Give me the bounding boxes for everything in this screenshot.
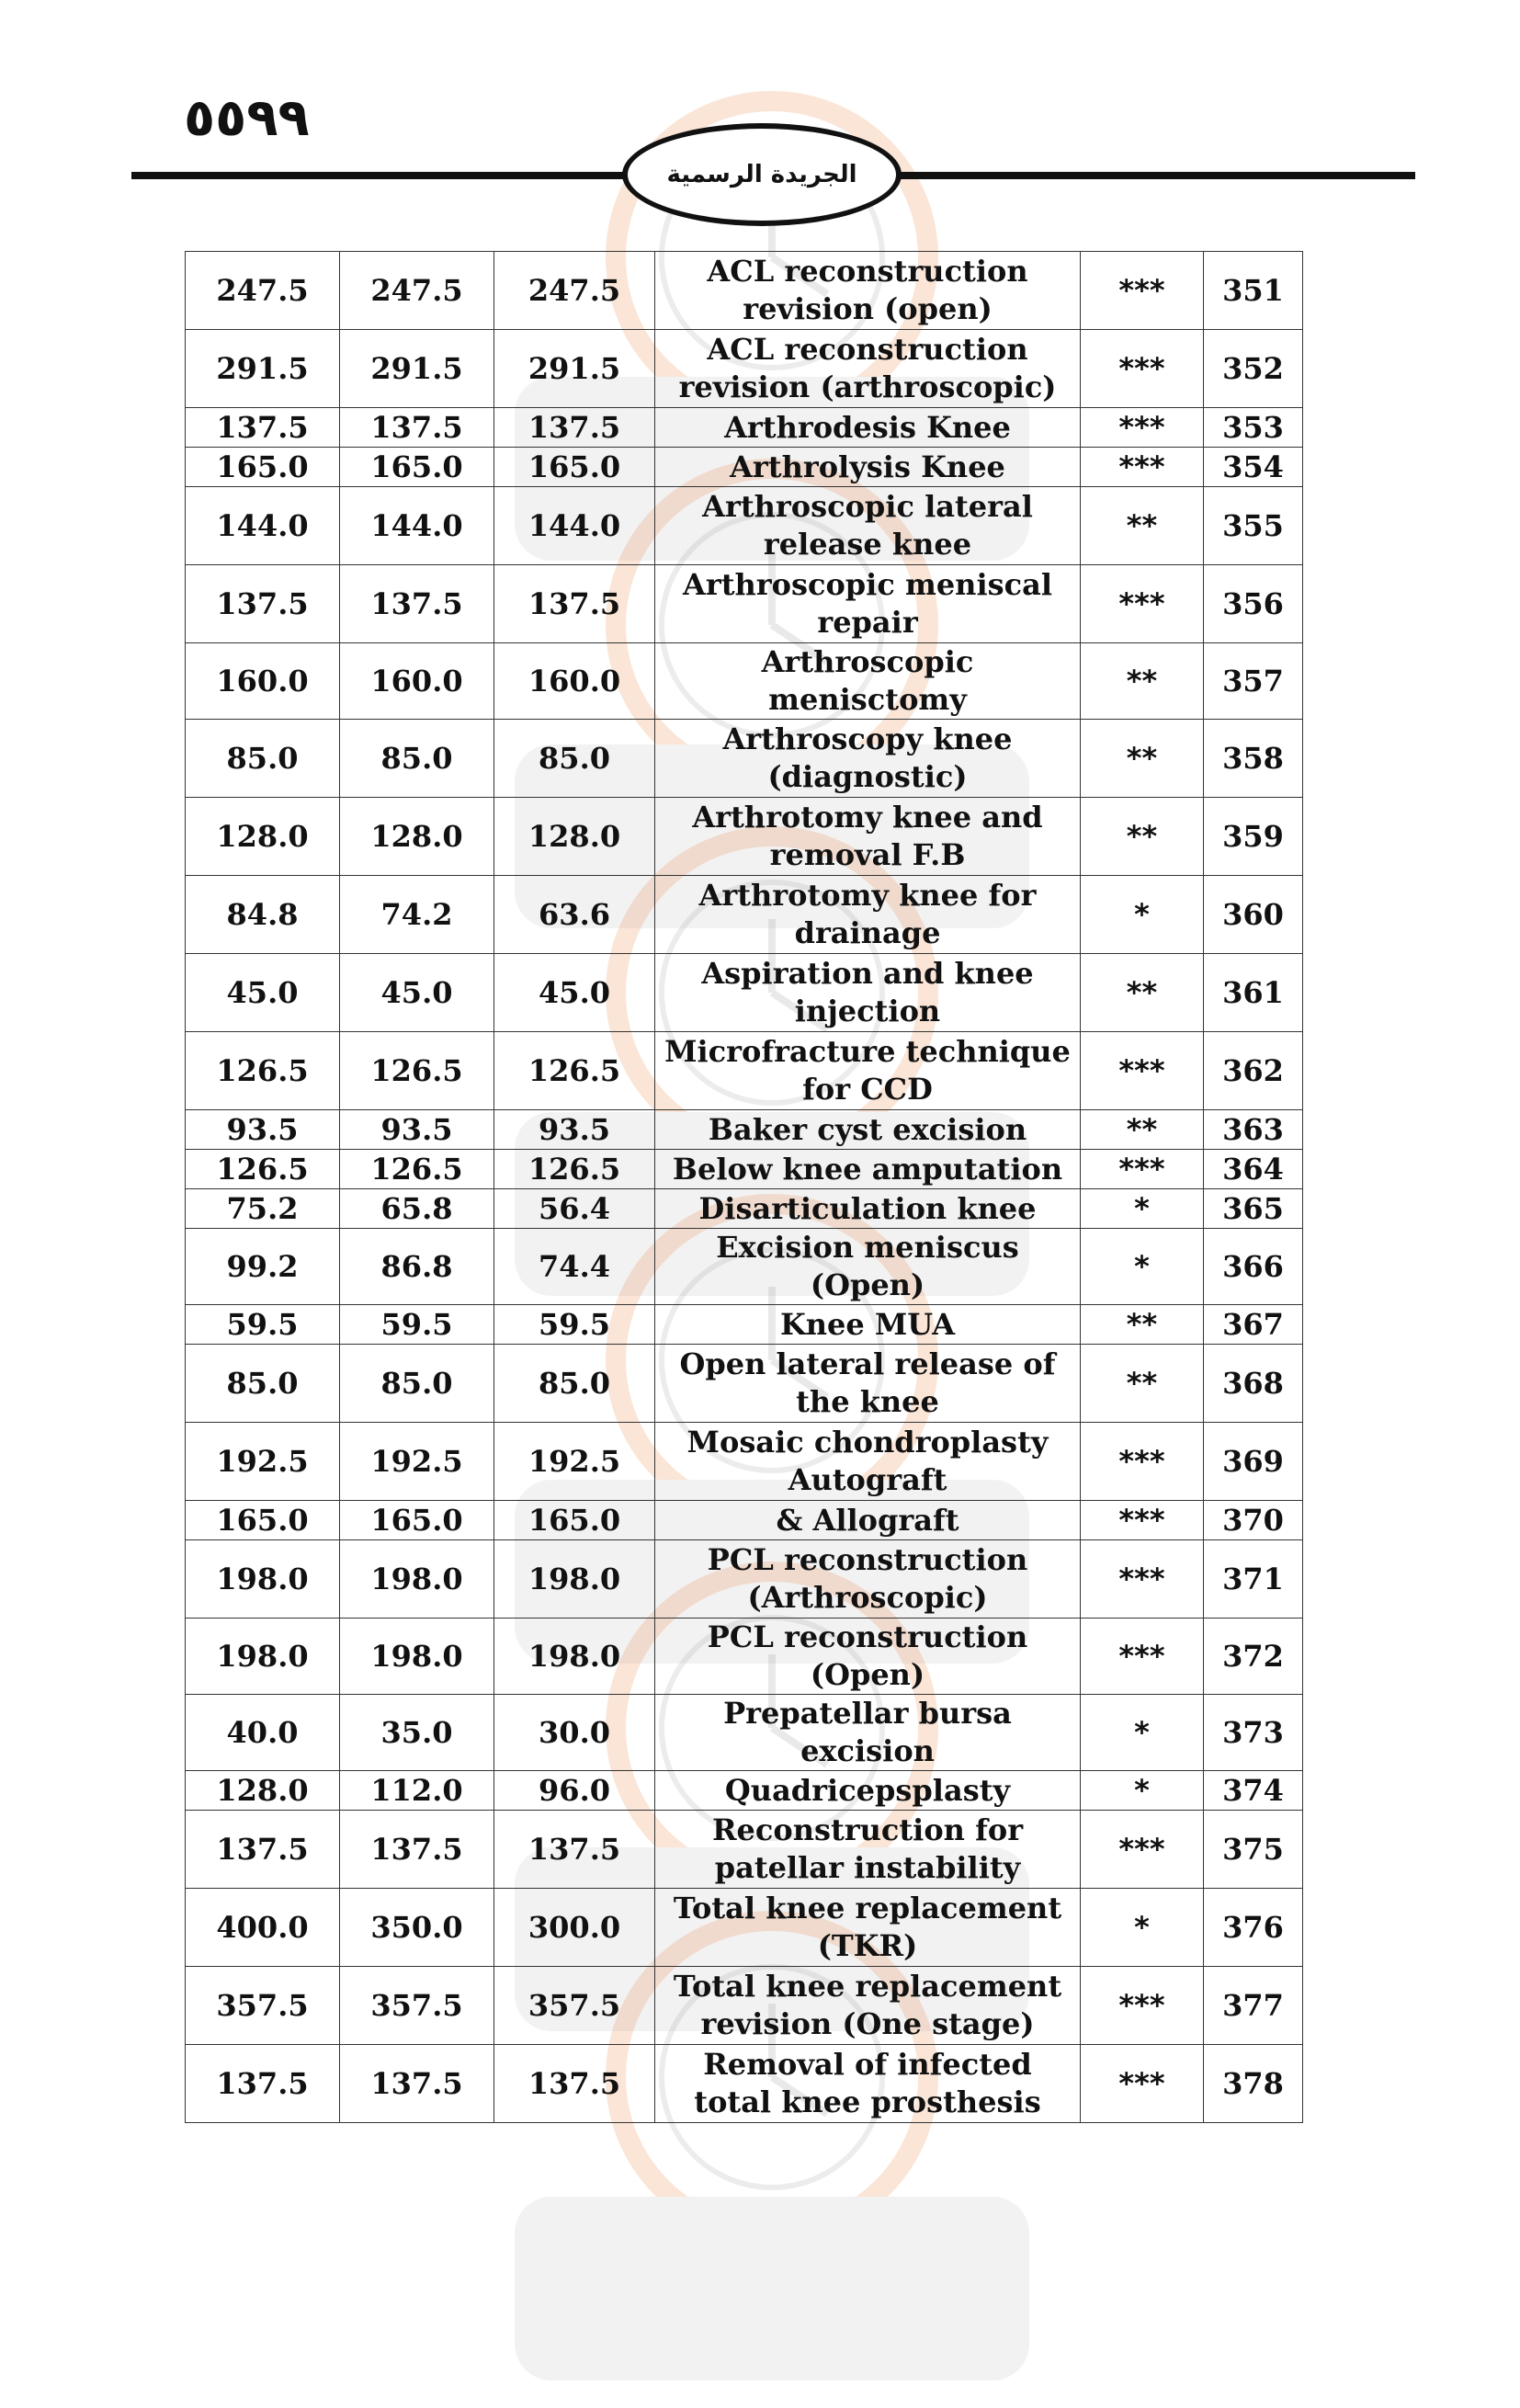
fee-value-3-cell: 192.5 [494,1423,655,1501]
table-row [186,330,1303,408]
fee-value-1-cell: 198.0 [186,1540,340,1619]
fee-value-2-cell: 165.0 [340,448,494,487]
table-row [186,1619,1303,1695]
fee-value-1-cell: 128.0 [186,798,340,876]
classification-cell: *** [1081,1811,1204,1889]
fee-value-2-cell: 350.0 [340,1889,494,1967]
procedure-name-cell: Baker cyst excision [655,1110,1081,1150]
fee-value-2-cell: 291.5 [340,330,494,408]
fee-value-2-cell: 247.5 [340,252,494,330]
classification-cell: ** [1081,1305,1204,1345]
fee-value-2-cell: 45.0 [340,954,494,1032]
fee-value-3-cell: 126.5 [494,1032,655,1110]
procedure-name-cell: ACL reconstruction revision (arthroscopic) [655,330,1081,408]
procedure-name-cell: Arthrodesis Knee [655,408,1081,448]
fee-value-1-cell: 357.5 [186,1967,340,2045]
classification-cell: ** [1081,720,1204,798]
procedure-code-cell: 351 [1204,252,1303,330]
classification-cell: * [1081,1695,1204,1771]
table-row [186,954,1303,1032]
procedure-code-cell: 375 [1204,1811,1303,1889]
procedure-name-cell: PCL reconstruction (Open) [655,1619,1081,1695]
fee-value-3-cell: 137.5 [494,1811,655,1889]
procedure-name-cell: Aspiration and knee injection [655,954,1081,1032]
procedure-name-cell: Arthroscopy knee (diagnostic) [655,720,1081,798]
table-row [186,1967,1303,2045]
fee-value-1-cell: 93.5 [186,1110,340,1150]
fee-value-3-cell: 247.5 [494,252,655,330]
fee-value-1-cell: 198.0 [186,1619,340,1695]
procedure-code-cell: 355 [1204,487,1303,565]
procedure-name-cell: Reconstruction for patellar instability [655,1811,1081,1889]
fee-value-3-cell: 137.5 [494,565,655,643]
table-row [186,487,1303,565]
fee-value-1-cell: 165.0 [186,1501,340,1540]
procedure-code-cell: 368 [1204,1345,1303,1423]
table-row [186,1771,1303,1811]
fee-value-1-cell: 126.5 [186,1032,340,1110]
fee-value-3-cell: 85.0 [494,720,655,798]
classification-cell: *** [1081,1619,1204,1695]
table-row [186,448,1303,487]
table-row [186,408,1303,448]
fee-value-1-cell: 59.5 [186,1305,340,1345]
fee-value-2-cell: 165.0 [340,1501,494,1540]
fee-value-1-cell: 165.0 [186,448,340,487]
fee-value-2-cell: 74.2 [340,876,494,954]
fee-value-2-cell: 160.0 [340,643,494,720]
procedure-name-cell: Below knee amputation [655,1150,1081,1189]
fee-value-3-cell: 165.0 [494,1501,655,1540]
classification-cell: ** [1081,1110,1204,1150]
fee-value-2-cell: 59.5 [340,1305,494,1345]
fee-table-body [186,252,1303,2123]
procedure-name-cell: Mosaic chondroplasty Autograft [655,1423,1081,1501]
fee-value-2-cell: 126.5 [340,1032,494,1110]
table-row [186,720,1303,798]
procedure-name-cell: Total knee replacement (TKR) [655,1889,1081,1967]
fee-value-2-cell: 35.0 [340,1695,494,1771]
fee-value-3-cell: 96.0 [494,1771,655,1811]
classification-cell: *** [1081,448,1204,487]
procedure-code-cell: 366 [1204,1229,1303,1305]
fee-value-3-cell: 59.5 [494,1305,655,1345]
classification-cell: *** [1081,252,1204,330]
procedure-code-cell: 362 [1204,1032,1303,1110]
procedure-name-cell: ACL reconstruction revision (open) [655,252,1081,330]
procedure-code-cell: 363 [1204,1110,1303,1150]
classification-cell: *** [1081,1501,1204,1540]
procedure-code-cell: 371 [1204,1540,1303,1619]
table-row [186,1345,1303,1423]
fee-value-1-cell: 144.0 [186,487,340,565]
procedure-code-cell: 372 [1204,1619,1303,1695]
classification-cell: * [1081,1771,1204,1811]
fee-value-1-cell: 192.5 [186,1423,340,1501]
fee-value-2-cell: 137.5 [340,2045,494,2123]
fee-value-1-cell: 126.5 [186,1150,340,1189]
procedure-name-cell: Quadricepsplasty [655,1771,1081,1811]
table-row [186,1305,1303,1345]
fee-value-2-cell: 137.5 [340,1811,494,1889]
fee-value-2-cell: 198.0 [340,1619,494,1695]
procedure-name-cell: Excision meniscus (Open) [655,1229,1081,1305]
classification-cell: ** [1081,487,1204,565]
fee-value-3-cell: 128.0 [494,798,655,876]
fee-value-3-cell: 137.5 [494,2045,655,2123]
procedure-code-cell: 365 [1204,1189,1303,1229]
table-row [186,1229,1303,1305]
fee-value-2-cell: 137.5 [340,565,494,643]
procedure-code-cell: 376 [1204,1889,1303,1967]
procedure-name-cell: Total knee replacement revision (One stage) [655,1967,1081,2045]
procedure-code-cell: 353 [1204,408,1303,448]
page-number: ٥٥٩٩ [184,88,310,148]
procedure-name-cell: Arthroscopic menisctomy [655,643,1081,720]
classification-cell: *** [1081,1423,1204,1501]
classification-cell: *** [1081,1540,1204,1619]
fee-value-3-cell: 357.5 [494,1967,655,2045]
fee-value-1-cell: 45.0 [186,954,340,1032]
table-row [186,252,1303,330]
procedure-name-cell: Open lateral release of the knee [655,1345,1081,1423]
procedure-code-cell: 378 [1204,2045,1303,2123]
classification-cell: ** [1081,798,1204,876]
fee-value-2-cell: 93.5 [340,1110,494,1150]
table-row [186,876,1303,954]
fee-value-2-cell: 126.5 [340,1150,494,1189]
fee-value-1-cell: 137.5 [186,408,340,448]
procedure-name-cell: Arthroscopic lateral release knee [655,487,1081,565]
classification-cell: *** [1081,2045,1204,2123]
fee-value-3-cell: 291.5 [494,330,655,408]
classification-cell: ** [1081,954,1204,1032]
classification-cell: * [1081,1229,1204,1305]
procedure-code-cell: 370 [1204,1501,1303,1540]
classification-cell: * [1081,1189,1204,1229]
procedure-code-cell: 359 [1204,798,1303,876]
classification-cell: * [1081,876,1204,954]
fee-value-3-cell: 198.0 [494,1540,655,1619]
classification-cell: *** [1081,1150,1204,1189]
procedure-code-cell: 360 [1204,876,1303,954]
fee-value-1-cell: 128.0 [186,1771,340,1811]
classification-cell: *** [1081,565,1204,643]
procedure-code-cell: 364 [1204,1150,1303,1189]
fee-value-3-cell: 165.0 [494,448,655,487]
fee-value-2-cell: 137.5 [340,408,494,448]
classification-cell: *** [1081,1967,1204,2045]
fee-value-1-cell: 85.0 [186,720,340,798]
table-row [186,1423,1303,1501]
procedure-code-cell: 367 [1204,1305,1303,1345]
procedure-name-cell: Arthrotomy knee and removal F.B [655,798,1081,876]
classification-cell: *** [1081,408,1204,448]
procedure-name-cell: Arthrotomy knee for drainage [655,876,1081,954]
procedure-code-cell: 358 [1204,720,1303,798]
fee-value-1-cell: 400.0 [186,1889,340,1967]
table-row [186,1811,1303,1889]
fee-value-1-cell: 99.2 [186,1229,340,1305]
procedure-name-cell: Disarticulation knee [655,1189,1081,1229]
procedure-name-cell: Removal of infected total knee prosthesis [655,2045,1081,2123]
fee-value-3-cell: 56.4 [494,1189,655,1229]
procedure-code-cell: 361 [1204,954,1303,1032]
fee-value-3-cell: 30.0 [494,1695,655,1771]
fee-value-3-cell: 74.4 [494,1229,655,1305]
table-row [186,1110,1303,1150]
procedure-name-cell: Arthroscopic meniscal repair [655,565,1081,643]
fee-value-3-cell: 45.0 [494,954,655,1032]
fee-value-1-cell: 137.5 [186,565,340,643]
fee-value-2-cell: 198.0 [340,1540,494,1619]
fee-table [185,251,1303,2123]
fee-value-2-cell: 85.0 [340,720,494,798]
procedure-code-cell: 356 [1204,565,1303,643]
table-row [186,1501,1303,1540]
table-row [186,1695,1303,1771]
procedure-code-cell: 377 [1204,1967,1303,2045]
procedure-name-cell: Knee MUA [655,1305,1081,1345]
procedure-code-cell: 373 [1204,1695,1303,1771]
procedure-code-cell: 354 [1204,448,1303,487]
procedure-code-cell: 374 [1204,1771,1303,1811]
fee-value-2-cell: 65.8 [340,1189,494,1229]
table-row [186,1150,1303,1189]
fee-value-3-cell: 126.5 [494,1150,655,1189]
fee-value-2-cell: 112.0 [340,1771,494,1811]
fee-value-3-cell: 85.0 [494,1345,655,1423]
fee-value-3-cell: 137.5 [494,408,655,448]
fee-value-1-cell: 40.0 [186,1695,340,1771]
classification-cell: *** [1081,330,1204,408]
table-row [186,798,1303,876]
fee-value-2-cell: 86.8 [340,1229,494,1305]
table-row [186,2045,1303,2123]
table-row [186,1189,1303,1229]
procedure-name-cell: Prepatellar bursa excision [655,1695,1081,1771]
fee-value-2-cell: 192.5 [340,1423,494,1501]
fee-value-1-cell: 291.5 [186,330,340,408]
procedure-code-cell: 369 [1204,1423,1303,1501]
fee-value-1-cell: 84.8 [186,876,340,954]
table-row [186,1032,1303,1110]
procedure-name-cell: & Allograft [655,1501,1081,1540]
fee-value-3-cell: 63.6 [494,876,655,954]
procedure-name-cell: PCL reconstruction (Arthroscopic) [655,1540,1081,1619]
fee-value-1-cell: 75.2 [186,1189,340,1229]
fee-value-1-cell: 247.5 [186,252,340,330]
procedure-name-cell: Microfracture technique for CCD [655,1032,1081,1110]
fee-value-1-cell: 137.5 [186,2045,340,2123]
classification-cell: ** [1081,1345,1204,1423]
gazette-title: الجريدة الرسمية [622,123,902,226]
classification-cell: * [1081,1889,1204,1967]
table-row [186,565,1303,643]
table-row [186,1889,1303,1967]
fee-value-2-cell: 128.0 [340,798,494,876]
fee-value-3-cell: 198.0 [494,1619,655,1695]
fee-value-1-cell: 137.5 [186,1811,340,1889]
table-row [186,643,1303,720]
fee-value-3-cell: 93.5 [494,1110,655,1150]
procedure-code-cell: 357 [1204,643,1303,720]
classification-cell: ** [1081,643,1204,720]
fee-value-3-cell: 300.0 [494,1889,655,1967]
table-row [186,1540,1303,1619]
procedure-code-cell: 352 [1204,330,1303,408]
fee-value-1-cell: 85.0 [186,1345,340,1423]
fee-value-1-cell: 160.0 [186,643,340,720]
fee-value-2-cell: 85.0 [340,1345,494,1423]
fee-value-2-cell: 144.0 [340,487,494,565]
fee-value-3-cell: 160.0 [494,643,655,720]
procedure-name-cell: Arthrolysis Knee [655,448,1081,487]
fee-value-2-cell: 357.5 [340,1967,494,2045]
classification-cell: *** [1081,1032,1204,1110]
fee-value-3-cell: 144.0 [494,487,655,565]
